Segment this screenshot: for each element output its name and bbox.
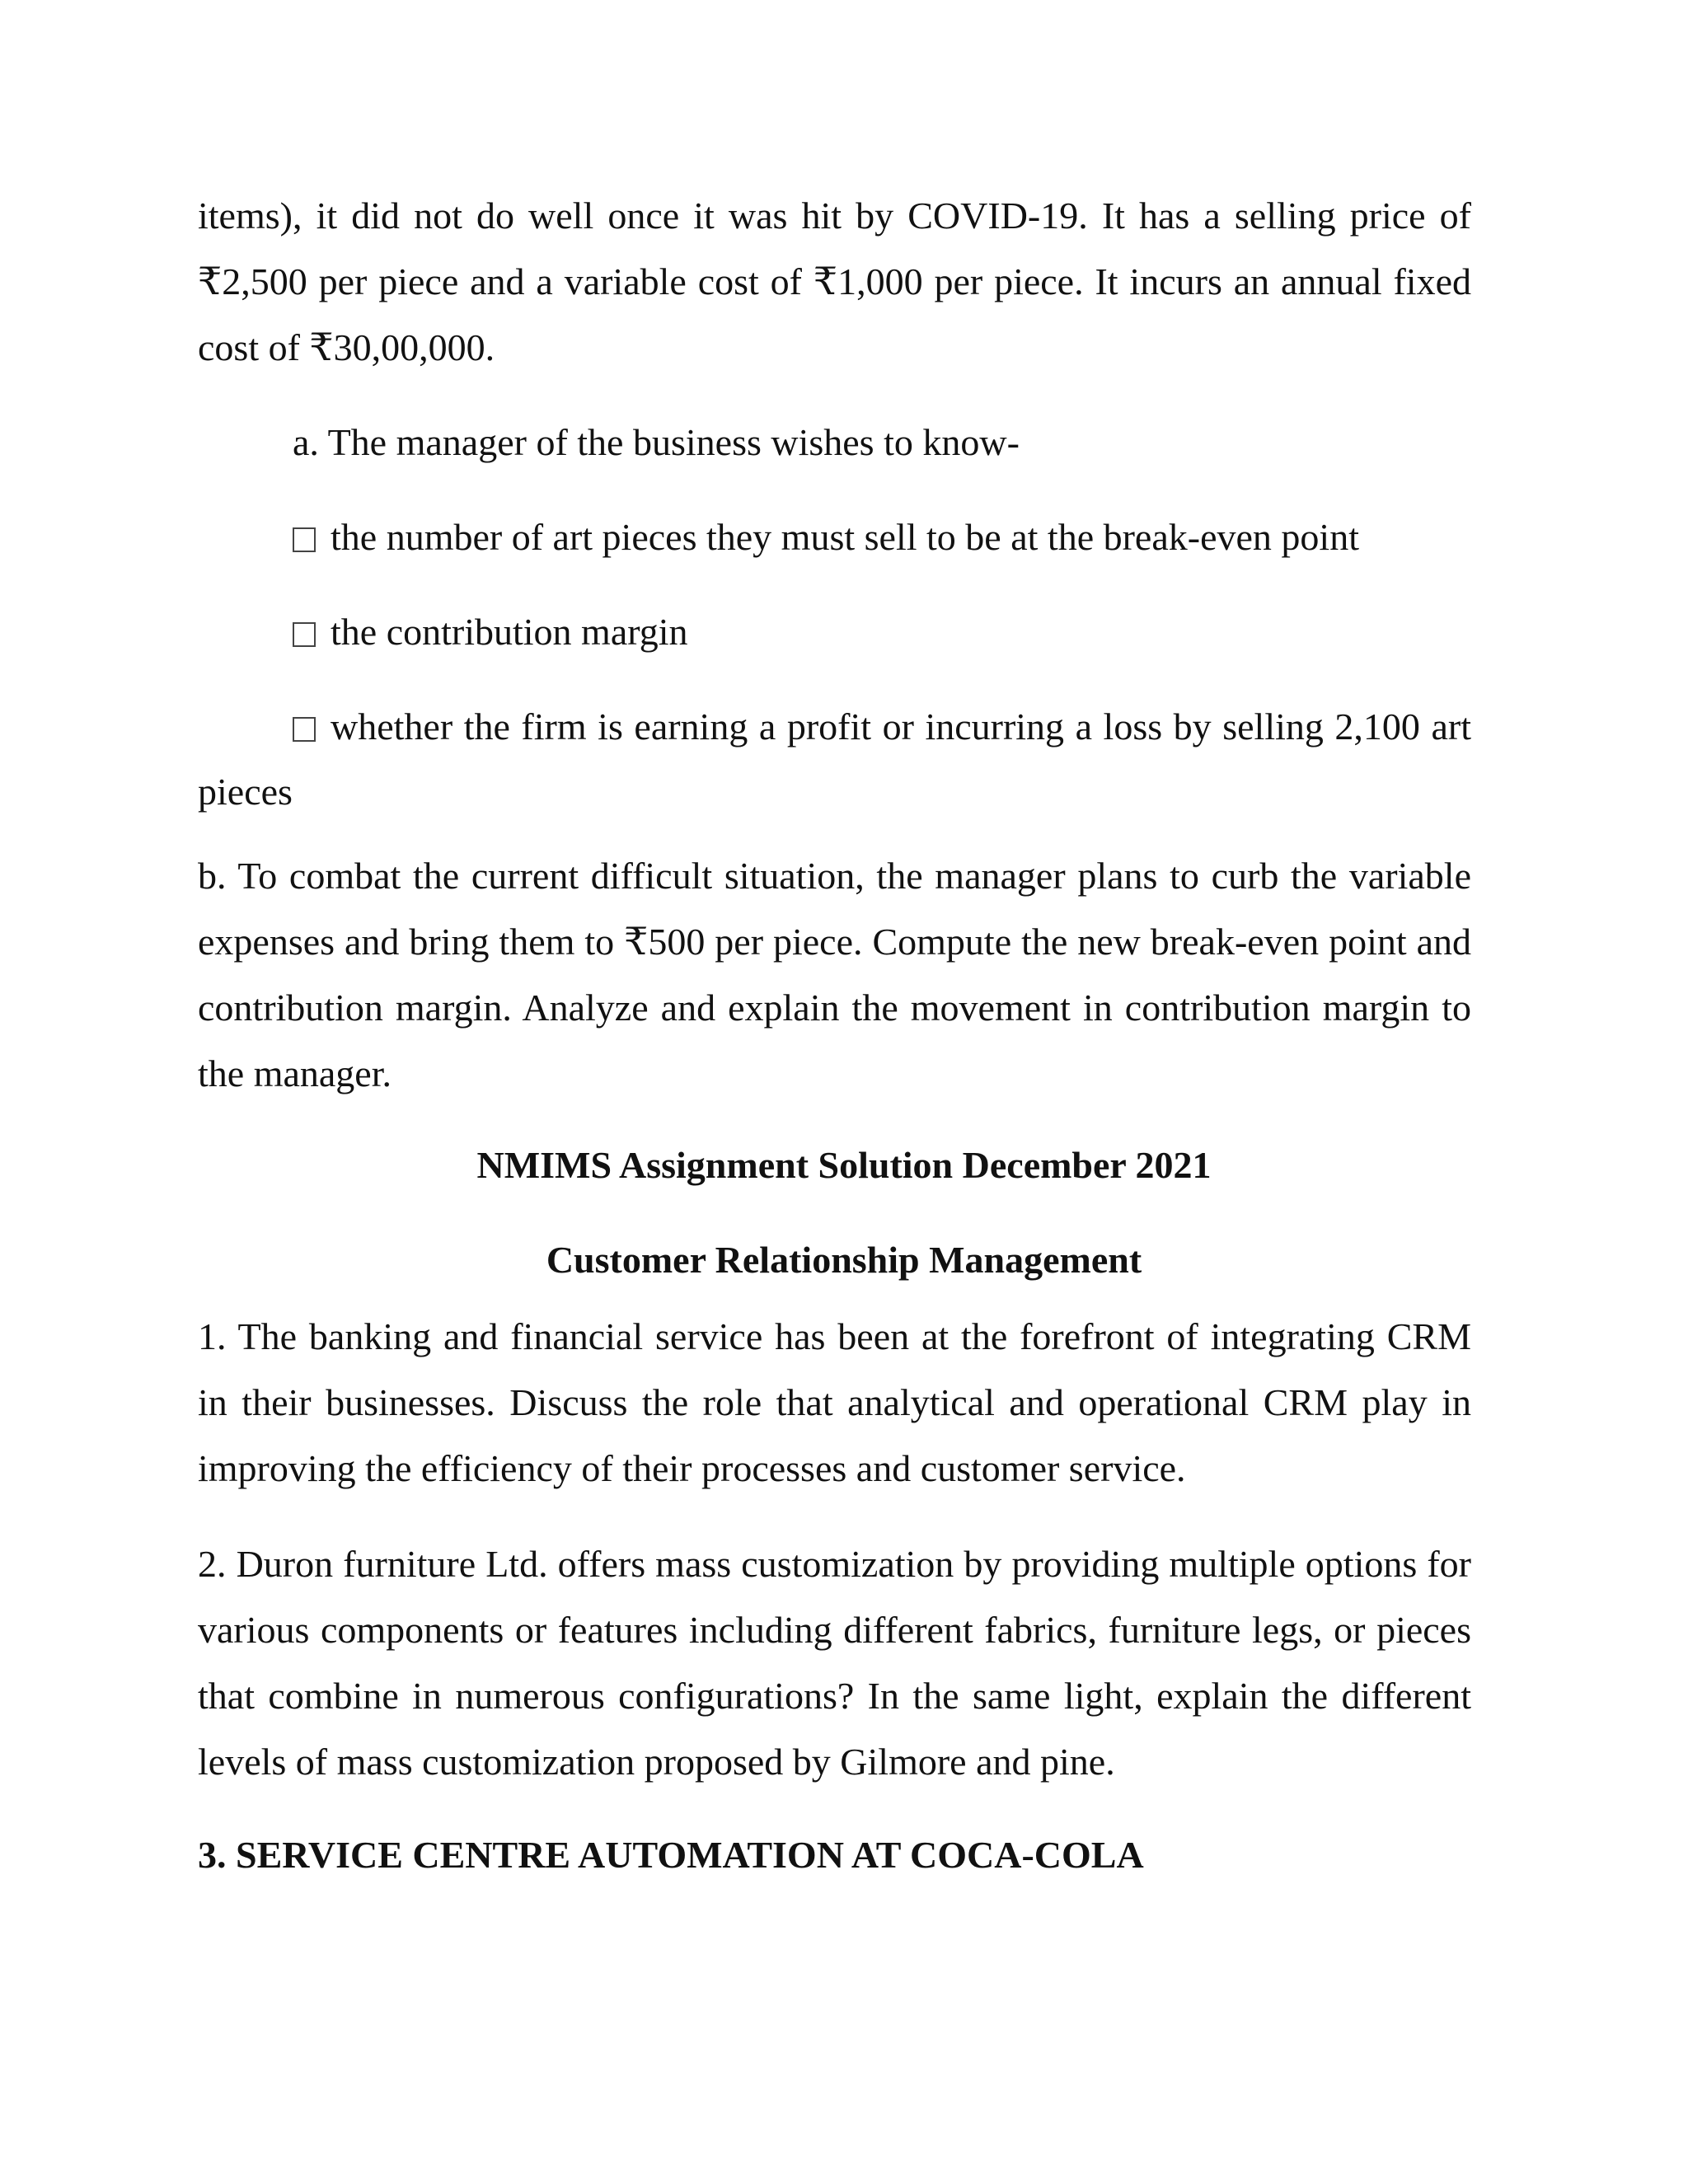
question-b-paragraph: b. To combat the current difficult situation, the manager plans to curb the variable expenses and bring them to ₹500 per piece. Compute the new break-even point and contribution margin. Analyze and explain the movement in contribution margin to the manager. <box>198 855 1471 1094</box>
bullet-text: the number of art pieces they must sell to be at the break-even point <box>331 516 1359 558</box>
bullet-continuation: pieces <box>198 771 293 813</box>
question-2-paragraph: 2. Duron furniture Ltd. offers mass customization by providing multiple options for various components or features including different fabrics, furniture legs, or pieces that combine in numerous configurations? In the same light, explain the different levels of mass customization proposed by Gilmore and pine. <box>198 1543 1471 1783</box>
intro-paragraph: items), it did not do well once it was hit by COVID-19. It has a selling price of ₹2,500 per piece and a variable cost of ₹1,000 per piece. It incurs an annual fixed cost of ₹30,00,000. <box>198 194 1471 368</box>
checkbox-icon <box>293 622 316 647</box>
bullet-text: whether the firm is earning a profit or incurring a loss by selling 2,100 art <box>331 705 1471 748</box>
bullet-item-contribution <box>293 599 688 665</box>
question-3-heading: 3. SERVICE CENTRE AUTOMATION AT COCA-COLA <box>198 1834 1144 1876</box>
question-a-lead: a. The manager of the business wishes to know- <box>293 421 1020 463</box>
question-1-paragraph: 1. The banking and financial service has been at the forefront of integrating CRM in their businesses. Discuss the role that analytical and operational CRM play in improving the efficiency of their processes and customer service. <box>198 1315 1471 1489</box>
bullet-item-break-even <box>293 504 1359 570</box>
bullet-item-profit-loss <box>293 694 1471 760</box>
checkbox-icon <box>293 717 316 742</box>
checkbox-icon <box>293 527 316 552</box>
subject-heading: Customer Relationship Management <box>546 1239 1142 1281</box>
bullet-text: the contribution margin <box>331 611 688 653</box>
solution-heading: NMIMS Assignment Solution December 2021 <box>476 1144 1212 1186</box>
